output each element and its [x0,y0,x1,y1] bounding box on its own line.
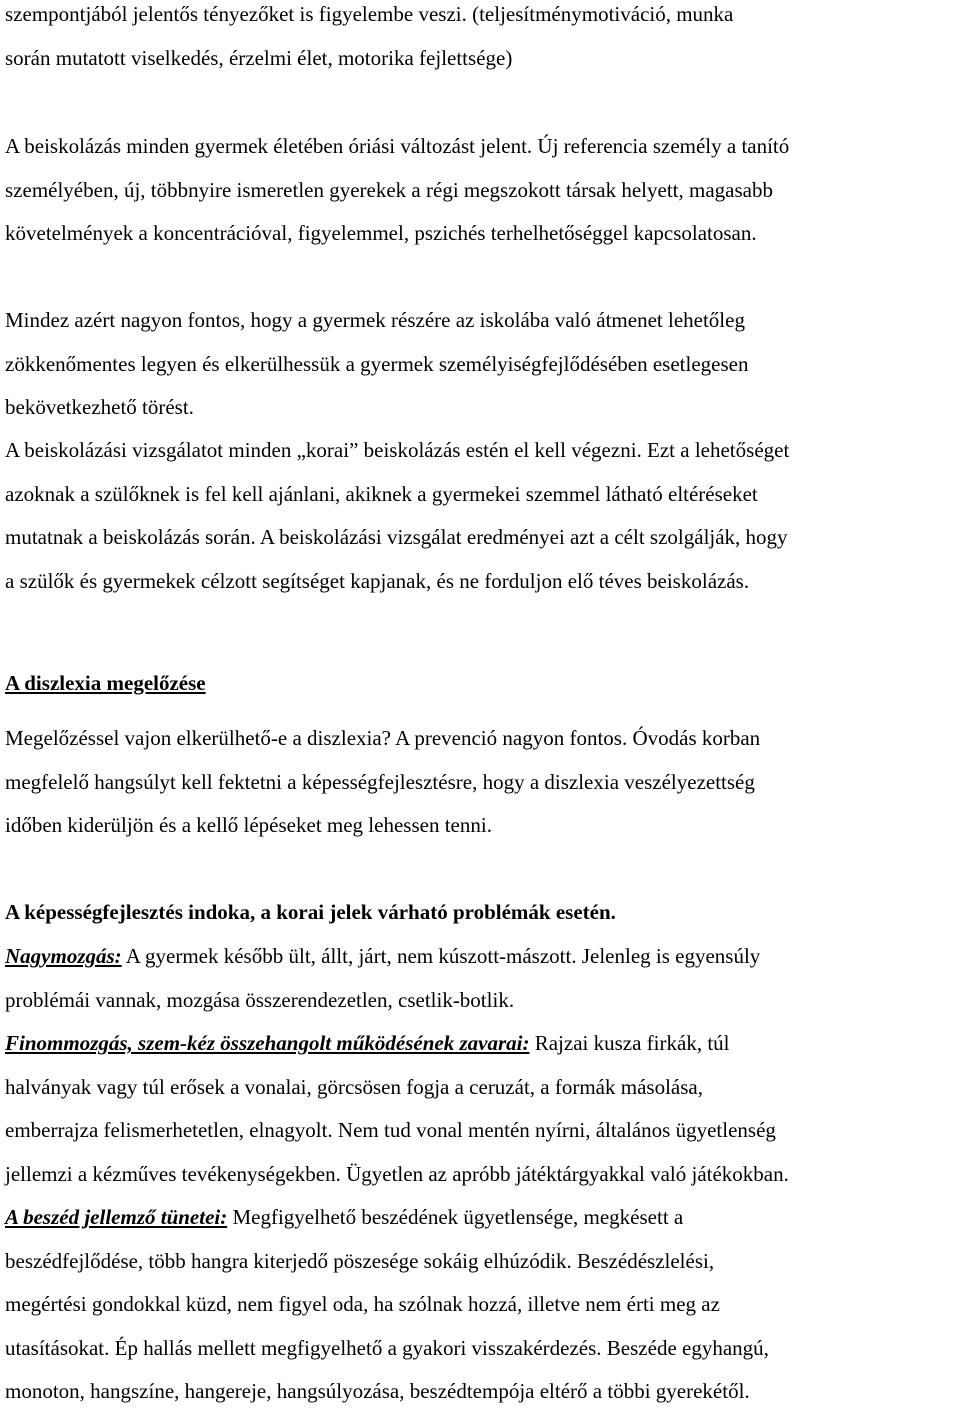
text-line: során mutatott viselkedés, érzelmi élet, motorika fejlettsége) [5,45,513,70]
text-line: megértési gondokkal küzd, nem figyel oda, ha szólnak hozzá, illetve nem érti meg az [5,1292,720,1317]
text-line: szempontjából jelentős tényezőket is figyelembe veszi. (teljesítménymotiváció, munka [5,2,734,26]
text-line [5,1196,958,1240]
text-line: beszédfejlődése, több hangra kiterjedő pöszesége sokáig elhúzódik. Beszédészlelési, [5,1248,715,1273]
text-line: A beiskolázás minden gyermek életében óriási változást jelent. Új referencia személy a tanító [5,134,790,158]
beszed-label: A beszéd jellemző tünetei: [5,1205,228,1229]
nagymozgas-label: Nagymozgás: [5,944,122,968]
nagymozgas-text: A gyermek később ült, állt, járt, nem kúszott-mászott. Jelenleg is egyensúly [121,944,761,968]
text-line: problémái vannak, mozgása összerendezetlen, csetlik-botlik. [5,987,515,1012]
text-line: utasításokat. Ép hallás mellett megfigyelhető a gyakori visszakérdezés. Beszéde egyhangú, [5,1335,769,1360]
text-line: személyében, új, többnyire ismeretlen gyerekek a régi megszokott társak helyett, magasabb [5,177,773,202]
nagymozgas-paragraph [5,935,958,1022]
beiskolazas-paragraph [5,125,958,256]
beszed-paragraph [5,1196,958,1414]
section-heading-megelozes: A diszlexia megelőzése [5,671,206,695]
text-line: emberrajza felismerhetetlen, elnagyolt. Nem tud vonal mentén nyírni, általános ügyetlenség [5,1118,776,1143]
text-line: mutatnak a beiskolázás során. A beiskolázási vizsgálat eredményei azt a célt szolgálják, hogy [5,525,788,550]
text-line: megfelelő hangsúlyt kell fektetni a képességfejlesztésre, hogy a diszlexia veszélyezettség [5,769,755,794]
text-line [5,935,958,979]
text-line: azoknak a szülőknek is fel kell ajánlani, akiknek a gyermekei szemmel látható eltéréseket [5,481,758,506]
text-line: jellemzi a kézműves tevékenységekben. Ügyetlen az apróbb játéktárgyakkal való játékokban. [5,1161,789,1186]
finommozgas-text: Rajzai kusza firkák, túl [529,1031,730,1055]
text-line [5,1022,958,1066]
finommozgas-paragraph [5,1022,958,1196]
text-line: a szülők és gyermekek célzott segítséget kapjanak, és ne forduljon elő téves beiskolázás. [5,568,750,593]
text-line: Mindez azért nagyon fontos, hogy a gyermek részére az iskolába való átmenet lehetőleg [5,308,745,332]
text-line: A beiskolázási vizsgálatot minden „korai” beiskolázás estén el kell végezni. Ezt a lehetőséget [5,438,790,462]
vizsgalat-paragraph [5,429,958,603]
beszed-text: Megfigyelhető beszédének ügyetlensége, megkésett a [227,1205,684,1229]
text-line: időben kiderüljön és a kellő lépéseket meg lehessen tenni. [5,813,492,838]
megelozes-paragraph [5,717,958,848]
text-line: halványak vagy túl erősek a vonalai, görcsösen fogja a ceruzát, a formák másolása, [5,1074,703,1099]
text-line: monoton, hangszíne, hangereje, hangsúlyozása, beszédtempója eltérő a többi gyerekétől. [5,1379,750,1404]
section-heading-kepesseg: A képességfejlesztés indoka, a korai jelek várható problémák esetén. [5,900,616,924]
text-line: Megelőzéssel vajon elkerülhető-e a diszlexia? A prevenció nagyon fontos. Óvodás korban [5,726,761,750]
mindez-paragraph [5,299,958,430]
finommozgas-label: Finommozgás, szem-kéz összehangolt működésének zavarai: [5,1031,530,1055]
text-line: zökkenőmentes legyen és elkerülhessük a gyermek személyiségfejlődésében esetlegesen [5,351,749,376]
intro-paragraph [5,0,958,80]
text-line: bekövetkezhető törést. [5,395,194,420]
text-line: követelmények a koncentrációval, figyelemmel, pszichés terhelhetőséggel kapcsolatosan. [5,221,757,246]
